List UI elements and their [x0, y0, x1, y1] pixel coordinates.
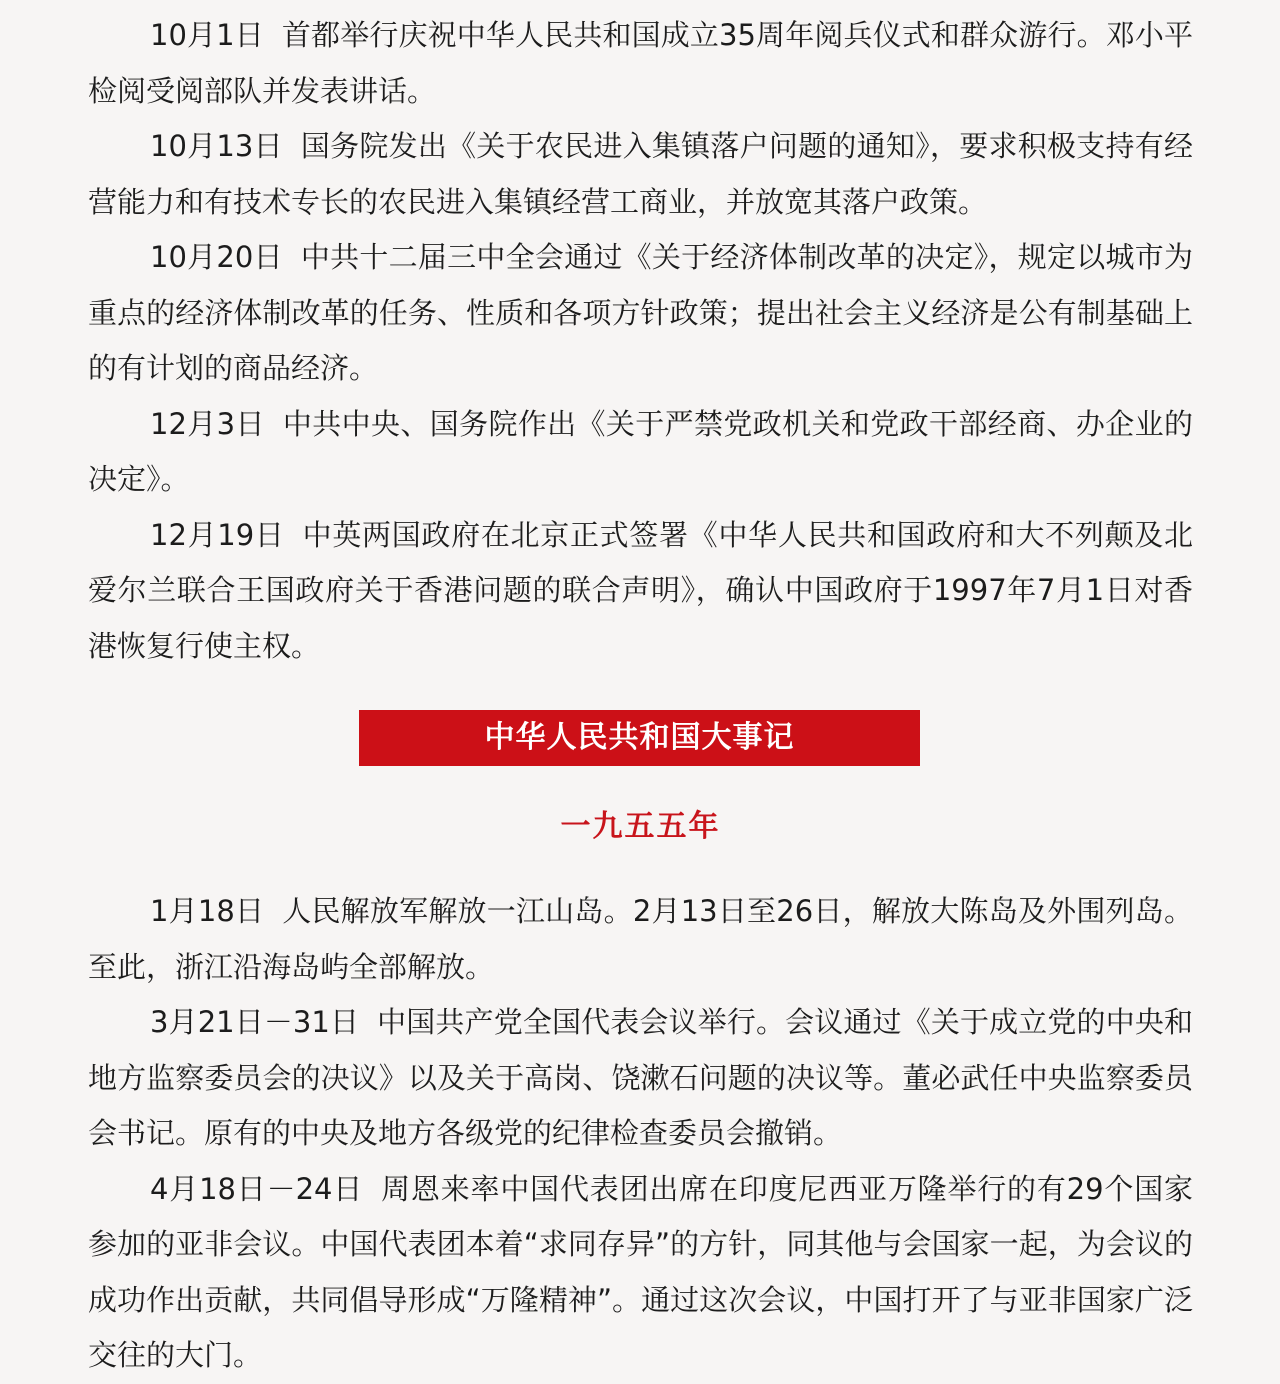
entry-date: 10月20日 [150, 240, 283, 274]
entry-date: 3月21日－31日 [150, 1005, 360, 1039]
entry-1955-mar-21 [88, 995, 1193, 1162]
entry-date: 1月18日 [150, 894, 265, 928]
entry-text: 中国共产党全国代表会议举行。会议通过《关于成立党的中央和地方监察委员会的决议》以及关于高岗、饶漱石问题的决议等。董必武任中央监察委员会书记。原有的中央及地方各级党的纪律检查委员会撤销。 [88, 1005, 1193, 1150]
entry-1955-apr-18 [88, 1162, 1193, 1384]
entry-text: 中共中央、国务院作出《关于严禁党政机关和党政干部经商、办企业的决定》。 [88, 406, 1193, 496]
entries-1984 [88, 8, 1193, 674]
year-heading-wrap [88, 808, 1193, 884]
section-banner-wrap [88, 674, 1193, 808]
entry-date: 12月3日 [150, 406, 265, 441]
entry-1984-oct-13 [88, 119, 1193, 230]
entry-date: 4月18日－24日 [150, 1171, 364, 1206]
year-heading: 一九五五年 [560, 809, 721, 844]
section-banner: 中华人民共和国大事记 [359, 710, 920, 766]
entry-1984-oct-20 [88, 230, 1193, 397]
entry-date: 10月13日 [150, 129, 283, 163]
document-page [88, 8, 1193, 1384]
entry-text: 国务院发出《关于农民进入集镇落户问题的通知》，要求积极支持有经营能力和有技术专长的农民进入集镇经营工商业，并放宽其落户政策。 [88, 129, 1193, 219]
entry-text: 中共十二届三中全会通过《关于经济体制改革的决定》，规定以城市为重点的经济体制改革的任务、性质和各项方针政策；提出社会主义经济是公有制基础上的有计划的商品经济。 [88, 240, 1193, 385]
entry-date: 10月1日 [150, 18, 264, 52]
entry-text: 周恩来率中国代表团出席在印度尼西亚万隆举行的有29个国家参加的亚非会议。中国代表团本着“求同存异”的方针，同其他与会国家一起，为会议的成功作出贡献，共同倡导形成“万隆精神”。通过这次会议，中国打开了与亚非国家广泛交往的大门。 [88, 1171, 1193, 1372]
entry-1984-dec-19 [88, 508, 1193, 675]
entry-1955-jan-18 [88, 884, 1193, 995]
entry-1984-oct-1 [88, 8, 1193, 119]
entry-text: 首都举行庆祝中华人民共和国成立35周年阅兵仪式和群众游行。邓小平检阅受阅部队并发表讲话。 [88, 18, 1194, 108]
entry-date: 12月19日 [150, 517, 285, 552]
entries-1955 [88, 884, 1193, 1384]
entry-text: 人民解放军解放一江山岛。2月13日至26日，解放大陈岛及外围列岛。至此，浙江沿海岛屿全部解放。 [88, 894, 1193, 984]
entry-1984-dec-3 [88, 397, 1193, 508]
entry-text: 中英两国政府在北京正式签署《中华人民共和国政府和大不列颠及北爱尔兰联合王国政府关于香港问题的联合声明》，确认中国政府于1997年7月1日对香港恢复行使主权。 [88, 517, 1193, 663]
